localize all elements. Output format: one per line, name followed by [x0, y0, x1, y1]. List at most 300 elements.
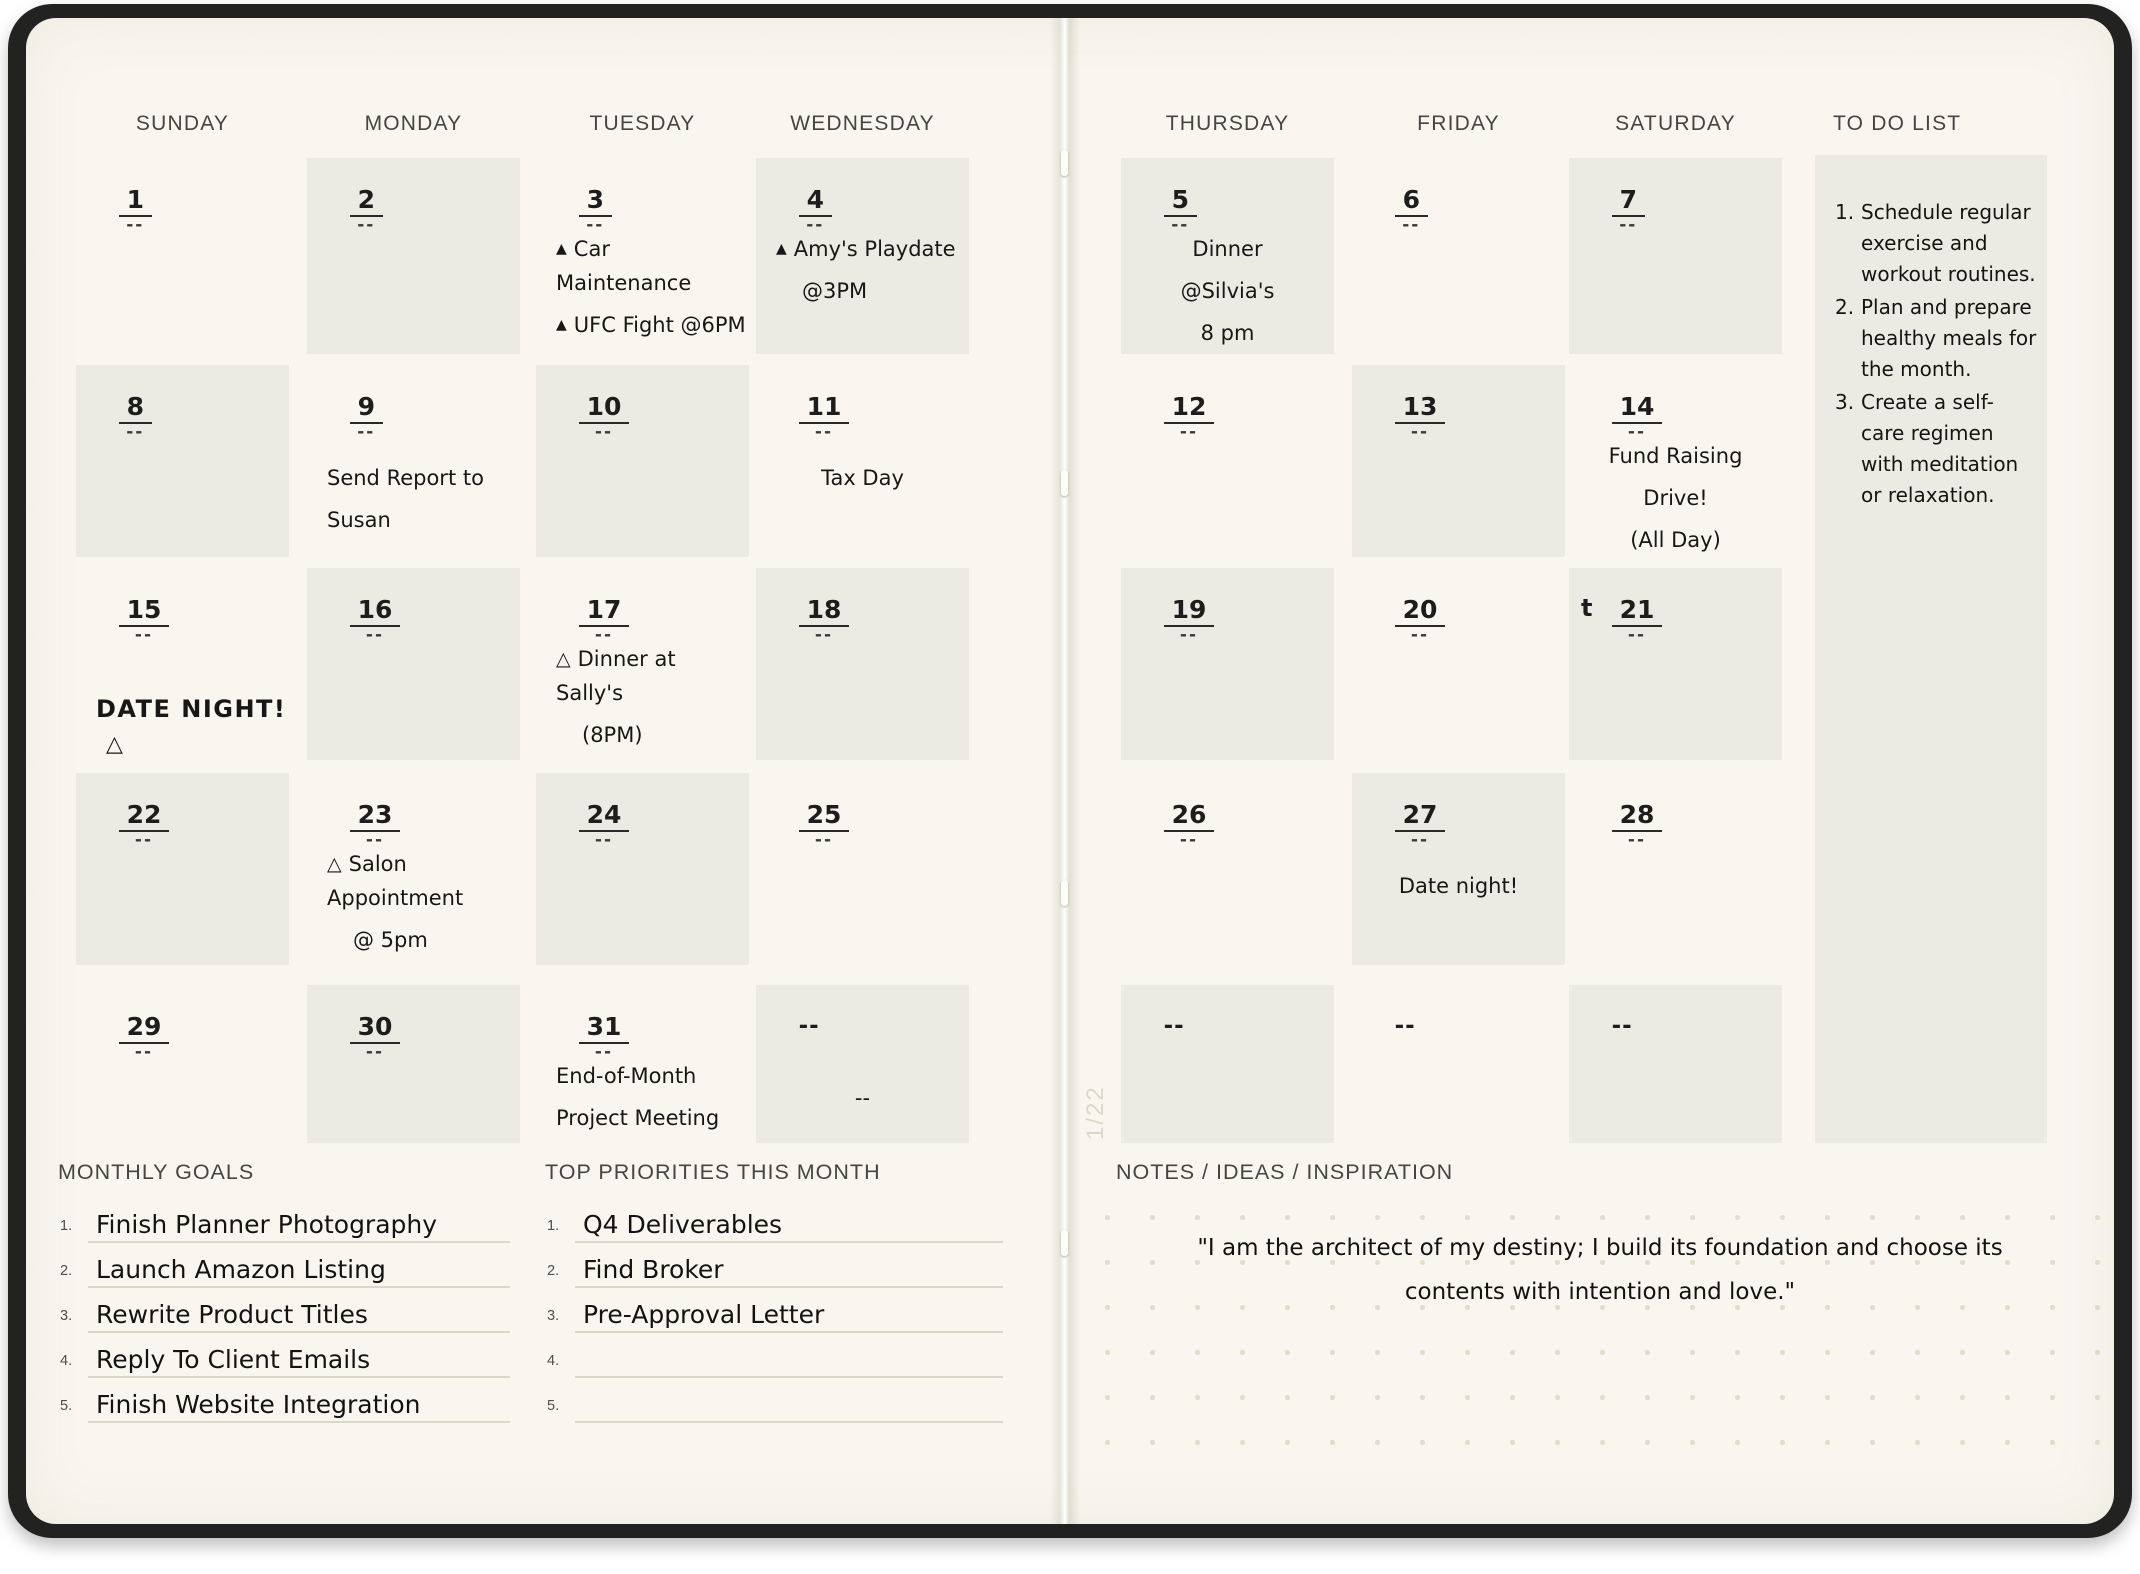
day-number: [1164, 392, 1215, 442]
day-cell-1[interactable]: [76, 158, 289, 354]
todo-item-number: 3.: [1835, 390, 1855, 414]
grid-dot: [1555, 1395, 1560, 1400]
todo-item-text: Schedule regular exercise and workout routines.: [1861, 200, 2036, 286]
top-priorities-title: TOP PRIORITIES THIS MONTH: [545, 1160, 881, 1184]
grid-dot: [1510, 1350, 1515, 1355]
priority-item-line: [575, 1376, 1003, 1423]
grid-dot: [1240, 1395, 1245, 1400]
grid-dot: [1780, 1350, 1785, 1355]
day-number: [350, 595, 401, 645]
day-cell-2[interactable]: [307, 158, 520, 354]
monthly-goals-list: [58, 1196, 510, 1421]
grid-dot: [1375, 1215, 1380, 1220]
day-cell-11[interactable]: [756, 365, 969, 557]
priority-item-2[interactable]: [545, 1241, 1003, 1286]
day-number: [579, 1012, 630, 1062]
grid-dot: [2005, 1440, 2010, 1445]
event-text: --: [854, 1086, 871, 1110]
day-number-dashes: --: [365, 1041, 385, 1062]
event-text: @3PM: [802, 279, 868, 303]
grid-dot: [1870, 1395, 1875, 1400]
day-number-dashes: --: [1402, 214, 1421, 235]
grid-dot: [1960, 1440, 1965, 1445]
grid-dot: [1510, 1440, 1515, 1445]
day-cell-26[interactable]: [1121, 773, 1334, 965]
day-number-value: 27: [1395, 801, 1446, 832]
day-number-dashes: --: [1627, 421, 1647, 442]
stray-mark: t: [1581, 594, 1593, 622]
day-cell-3[interactable]: [536, 158, 749, 354]
day-number: [119, 1012, 170, 1062]
top-priorities-list: [545, 1196, 1003, 1421]
day-number: [1612, 595, 1663, 645]
grid-dot: [1330, 1440, 1335, 1445]
grid-dot: [1375, 1350, 1380, 1355]
day-number-blank: --: [798, 1013, 820, 1039]
grid-dot: [1240, 1440, 1245, 1445]
day-cell-18[interactable]: [756, 568, 969, 760]
day-cell-8[interactable]: [76, 365, 289, 557]
day-number-dashes: --: [1179, 624, 1199, 645]
day-number-dashes: --: [594, 421, 614, 442]
day-cell-blank[interactable]: [1121, 985, 1334, 1143]
priority-item-line: [575, 1241, 1003, 1288]
grid-dot: [1870, 1440, 1875, 1445]
day-cell-10[interactable]: [536, 365, 749, 557]
day-number-value: 21: [1612, 596, 1663, 627]
grid-dot: [1285, 1395, 1290, 1400]
grid-dot: [1330, 1395, 1335, 1400]
grid-dot: [1240, 1350, 1245, 1355]
grid-dot: [1195, 1440, 1200, 1445]
day-events: [776, 232, 967, 316]
goal-item-1[interactable]: [58, 1196, 510, 1241]
grid-dot: [2005, 1395, 2010, 1400]
day-events: [556, 642, 747, 760]
filled-triangle-icon: ▲: [556, 317, 567, 333]
priority-item-4[interactable]: [545, 1331, 1003, 1376]
day-header-wednesday: WEDNESDAY: [790, 112, 935, 135]
grid-dot: [1465, 1350, 1470, 1355]
day-number-dashes: --: [594, 1041, 614, 1062]
day-number-value: 11: [799, 393, 850, 424]
monthly-goals-title: MONTHLY GOALS: [58, 1160, 255, 1184]
day-cell-13[interactable]: [1352, 365, 1565, 557]
day-cell-5[interactable]: [1121, 158, 1334, 354]
day-number-dashes: --: [594, 829, 614, 850]
open-triangle-icon: △: [556, 648, 571, 670]
day-number: [119, 392, 152, 442]
grid-dot: [1780, 1395, 1785, 1400]
day-cell-9[interactable]: [307, 365, 520, 557]
open-triangle-icon: △: [327, 853, 342, 875]
event-text: Susan: [327, 508, 391, 532]
grid-dot: [2095, 1260, 2100, 1265]
day-number: [1164, 185, 1197, 235]
priority-item-1[interactable]: [545, 1196, 1003, 1241]
page-watermark: 1/22: [1082, 1085, 1109, 1140]
goal-item-number: 4.: [60, 1353, 73, 1369]
day-number-value: 22: [119, 801, 170, 832]
spine-stitch: [1061, 470, 1068, 496]
day-number: [799, 392, 850, 442]
day-number-value: 6: [1395, 186, 1428, 217]
priority-item-number: 3.: [547, 1308, 560, 1324]
priority-item-number: 1.: [547, 1218, 560, 1234]
event-text: △ Dinner at Sally's: [556, 647, 676, 705]
goal-item-3[interactable]: [58, 1286, 510, 1331]
grid-dot: [1870, 1350, 1875, 1355]
day-number-dashes: --: [1410, 421, 1430, 442]
priority-item-text: [575, 1419, 583, 1421]
filled-triangle-icon: ▲: [776, 241, 787, 257]
day-cell-27[interactable]: [1352, 773, 1565, 965]
grid-dot: [1915, 1350, 1920, 1355]
grid-dot: [1690, 1215, 1695, 1220]
day-cell-17[interactable]: [536, 568, 749, 760]
day-number-dashes: --: [814, 624, 834, 645]
grid-dot: [1375, 1395, 1380, 1400]
day-number-dashes: --: [365, 829, 385, 850]
todo-item-text: Create a self-care regimen with meditation or relaxation.: [1861, 390, 2019, 507]
spine-stitch: [1061, 150, 1068, 176]
day-number-value: 18: [799, 596, 850, 627]
grid-dot: [1105, 1395, 1110, 1400]
grid-dot: [2050, 1395, 2055, 1400]
day-number-dashes: --: [126, 214, 145, 235]
grid-dot: [1825, 1395, 1830, 1400]
day-header-sunday: SUNDAY: [135, 112, 230, 135]
day-cell-blank[interactable]: [756, 985, 969, 1143]
event-text: @Silvia's: [1180, 279, 1275, 303]
day-number-value: 3: [579, 186, 612, 217]
day-cell-19[interactable]: [1121, 568, 1334, 760]
filled-triangle-icon: ▲: [556, 241, 567, 257]
grid-dot: [1510, 1215, 1515, 1220]
day-number-value: 4: [799, 186, 832, 217]
grid-dot: [2095, 1350, 2100, 1355]
priority-item-5[interactable]: [545, 1376, 1003, 1421]
grid-dot: [1915, 1395, 1920, 1400]
grid-dot: [1960, 1350, 1965, 1355]
day-cell-23[interactable]: [307, 773, 520, 965]
day-cell-blank[interactable]: [1569, 985, 1782, 1143]
goal-item-text: Finish Website Integration: [96, 1390, 421, 1419]
grid-dot: [1555, 1350, 1560, 1355]
grid-dot: [1645, 1395, 1650, 1400]
priority-item-number: 5.: [547, 1398, 560, 1414]
grid-dot: [2005, 1350, 2010, 1355]
book-spine: [1050, 18, 1080, 1524]
day-number: [1395, 185, 1428, 235]
priority-item-number: 4.: [547, 1353, 560, 1369]
event-text: DATE NIGHT!△: [96, 695, 287, 757]
grid-dot: [2095, 1440, 2100, 1445]
grid-dot: [1420, 1440, 1425, 1445]
day-header-monday: MONDAY: [364, 112, 463, 135]
grid-dot: [1555, 1215, 1560, 1220]
goal-item-line: [88, 1241, 510, 1288]
event-text: Project Meeting: [556, 1106, 720, 1130]
day-number-dashes: --: [357, 214, 376, 235]
goal-item-line: [88, 1196, 510, 1243]
day-number-dashes: --: [1627, 624, 1647, 645]
day-number: [1612, 800, 1663, 850]
day-header-tuesday: TUESDAY: [589, 112, 696, 135]
day-number: [579, 392, 630, 442]
grid-dot: [1690, 1440, 1695, 1445]
grid-dot: [1825, 1350, 1830, 1355]
priority-item-line: [575, 1196, 1003, 1243]
day-events: [1354, 869, 1563, 911]
day-number-value: 17: [579, 596, 630, 627]
event-text: △ Salon Appointment: [327, 852, 464, 910]
open-triangle-icon: △: [106, 732, 125, 757]
day-number-value: 2: [350, 186, 383, 217]
event-text: Fund Raising: [1608, 444, 1743, 468]
grid-dot: [2050, 1350, 2055, 1355]
grid-dot: [1150, 1440, 1155, 1445]
day-cell-25[interactable]: [756, 773, 969, 965]
event-text: Tax Day: [821, 466, 904, 490]
grid-dot: [1150, 1350, 1155, 1355]
todo-items: [1815, 155, 2047, 511]
day-number-dashes: --: [594, 624, 614, 645]
priority-item-3[interactable]: [545, 1286, 1003, 1331]
todo-item-text: Plan and prepare healthy meals for the month.: [1861, 295, 2037, 381]
grid-dot: [1735, 1215, 1740, 1220]
grid-dot: [1645, 1215, 1650, 1220]
day-number-dashes: --: [134, 829, 154, 850]
grid-dot: [1105, 1440, 1110, 1445]
day-number-value: 19: [1164, 596, 1215, 627]
grid-dot: [1915, 1440, 1920, 1445]
day-number-value: 24: [579, 801, 630, 832]
event-text: (All Day): [1630, 528, 1721, 552]
grid-dot: [2095, 1305, 2100, 1310]
grid-dot: [1105, 1350, 1110, 1355]
event-text: ▲ Amy's Playdate: [776, 237, 956, 261]
day-number-dashes: --: [1410, 624, 1430, 645]
goal-item-4[interactable]: [58, 1331, 510, 1376]
day-events: [556, 232, 747, 350]
day-number: [119, 185, 152, 235]
day-events: [556, 1059, 747, 1143]
grid-dot: [1465, 1440, 1470, 1445]
grid-dot: [1420, 1215, 1425, 1220]
day-number-value: 14: [1612, 393, 1663, 424]
todo-item: [1835, 387, 2037, 511]
grid-dot: [2095, 1395, 2100, 1400]
event-text: Send Report to: [327, 466, 484, 490]
event-text: Dinner: [1192, 237, 1263, 261]
day-header-thursday: THURSDAY: [1165, 112, 1290, 135]
event-text: ▲ UFC Fight @6PM: [556, 313, 746, 337]
grid-dot: [1735, 1350, 1740, 1355]
day-number-value: 31: [579, 1013, 630, 1044]
day-number-value: 20: [1395, 596, 1446, 627]
day-number-blank: --: [1394, 1013, 1416, 1039]
day-number: [1612, 392, 1663, 442]
grid-dot: [1465, 1215, 1470, 1220]
day-number-dashes: --: [1627, 829, 1647, 850]
day-number: [579, 800, 630, 850]
day-events: [1123, 232, 1332, 358]
todo-list-title: TO DO LIST: [1833, 112, 1962, 135]
day-cell-24[interactable]: [536, 773, 749, 965]
grid-dot: [1240, 1215, 1245, 1220]
grid-dot: [1960, 1215, 1965, 1220]
day-cell-22[interactable]: [76, 773, 289, 965]
day-cell-30[interactable]: [307, 985, 520, 1143]
grid-dot: [1690, 1395, 1695, 1400]
day-number-value: 25: [799, 801, 850, 832]
day-number: [119, 595, 170, 645]
day-cell-31[interactable]: [536, 985, 749, 1143]
day-events: [327, 847, 518, 965]
day-number-value: 9: [350, 393, 383, 424]
grid-dot: [1555, 1440, 1560, 1445]
day-number: [1395, 392, 1446, 442]
day-number: [799, 595, 850, 645]
goal-item-number: 2.: [60, 1263, 73, 1279]
day-number-dashes: --: [814, 829, 834, 850]
goal-item-text: Rewrite Product Titles: [96, 1300, 368, 1329]
day-number-blank: --: [1611, 1013, 1633, 1039]
day-events: [758, 461, 967, 503]
day-number-value: 5: [1164, 186, 1197, 217]
goal-item-5[interactable]: [58, 1376, 510, 1421]
goal-item-number: 1.: [60, 1218, 73, 1234]
event-text: 8 pm: [1200, 321, 1255, 345]
goal-item-number: 5.: [60, 1398, 73, 1414]
day-number: [350, 392, 383, 442]
day-number-value: 26: [1164, 801, 1215, 832]
grid-dot: [1645, 1440, 1650, 1445]
day-number: [1395, 595, 1446, 645]
grid-dot: [2095, 1215, 2100, 1220]
day-number-value: 29: [119, 1013, 170, 1044]
inspiration-quote: [1105, 1226, 2095, 1314]
day-number-blank: --: [1163, 1013, 1185, 1039]
day-number: [1164, 595, 1215, 645]
day-cell-21[interactable]: [1569, 568, 1782, 760]
priority-item-number: 2.: [547, 1263, 560, 1279]
goal-item-text: Launch Amazon Listing: [96, 1255, 386, 1284]
day-number-value: 15: [119, 596, 170, 627]
event-text: Drive!: [1643, 486, 1708, 510]
grid-dot: [1420, 1395, 1425, 1400]
grid-dot: [1285, 1440, 1290, 1445]
day-number: [1395, 800, 1446, 850]
todo-item-number: 1.: [1835, 200, 1855, 224]
grid-dot: [1195, 1395, 1200, 1400]
goal-item-line: [88, 1331, 510, 1378]
day-events: [327, 461, 518, 545]
day-cell-15[interactable]: [76, 568, 289, 760]
grid-dot: [1150, 1395, 1155, 1400]
day-cell-12[interactable]: [1121, 365, 1334, 557]
day-cell-20[interactable]: [1352, 568, 1565, 760]
grid-dot: [1420, 1350, 1425, 1355]
grid-dot: [1600, 1440, 1605, 1445]
day-cell-blank[interactable]: [1352, 985, 1565, 1143]
grid-dot: [1825, 1215, 1830, 1220]
priority-item-text: Find Broker: [583, 1255, 724, 1284]
todo-item: [1835, 292, 2037, 385]
grid-dot: [1510, 1395, 1515, 1400]
goal-item-line: [88, 1376, 510, 1423]
day-events: [758, 1081, 967, 1123]
grid-dot: [1150, 1215, 1155, 1220]
quote-line: "I am the architect of my destiny; I build its foundation and choose its: [1197, 1235, 2003, 1261]
goal-item-2[interactable]: [58, 1241, 510, 1286]
todo-item-number: 2.: [1835, 295, 1855, 319]
day-number-dashes: --: [357, 421, 376, 442]
day-number-dashes: --: [1179, 421, 1199, 442]
day-number-value: 7: [1612, 186, 1645, 217]
day-header-saturday: SATURDAY: [1615, 112, 1736, 135]
day-number-dashes: --: [126, 421, 145, 442]
day-events: [1571, 439, 1780, 565]
day-number-value: 23: [350, 801, 401, 832]
grid-dot: [1600, 1215, 1605, 1220]
grid-dot: [1195, 1350, 1200, 1355]
spine-stitch: [1061, 880, 1068, 906]
grid-dot: [1285, 1350, 1290, 1355]
grid-dot: [1195, 1215, 1200, 1220]
day-number-dashes: --: [586, 214, 605, 235]
day-cell-6[interactable]: [1352, 158, 1565, 354]
day-number-dashes: --: [1179, 829, 1199, 850]
day-number-dashes: --: [1410, 829, 1430, 850]
day-number-value: 30: [350, 1013, 401, 1044]
grid-dot: [1870, 1215, 1875, 1220]
notes-title: NOTES / IDEAS / INSPIRATION: [1116, 1160, 1454, 1184]
day-number-value: 16: [350, 596, 401, 627]
event-text: Date night!: [1398, 874, 1519, 898]
quote-line: contents with intention and love.": [1404, 1279, 1796, 1305]
grid-dot: [1285, 1215, 1290, 1220]
day-cell-7[interactable]: [1569, 158, 1782, 354]
day-number: [350, 185, 383, 235]
grid-dot: [1735, 1395, 1740, 1400]
day-cell-29[interactable]: [76, 985, 289, 1143]
day-cell-4[interactable]: [756, 158, 969, 354]
goal-item-text: Reply To Client Emails: [96, 1345, 371, 1374]
goal-item-text: Finish Planner Photography: [96, 1210, 438, 1239]
todo-list-panel[interactable]: [1815, 155, 2047, 1143]
day-number-dashes: --: [806, 214, 825, 235]
day-cell-28[interactable]: [1569, 773, 1782, 965]
day-number: [1612, 185, 1645, 235]
day-number-value: 28: [1612, 801, 1663, 832]
day-number: [579, 185, 612, 235]
todo-item: [1835, 197, 2037, 290]
day-number: [799, 185, 832, 235]
grid-dot: [1600, 1350, 1605, 1355]
grid-dot: [1330, 1350, 1335, 1355]
day-number-dashes: --: [134, 1041, 154, 1062]
grid-dot: [1825, 1440, 1830, 1445]
day-number: [119, 800, 170, 850]
grid-dot: [1780, 1215, 1785, 1220]
day-cell-16[interactable]: [307, 568, 520, 760]
day-cell-14[interactable]: [1569, 365, 1782, 557]
day-number-dashes: --: [1619, 214, 1638, 235]
grid-dot: [2050, 1440, 2055, 1445]
day-header-friday: FRIDAY: [1417, 112, 1500, 135]
